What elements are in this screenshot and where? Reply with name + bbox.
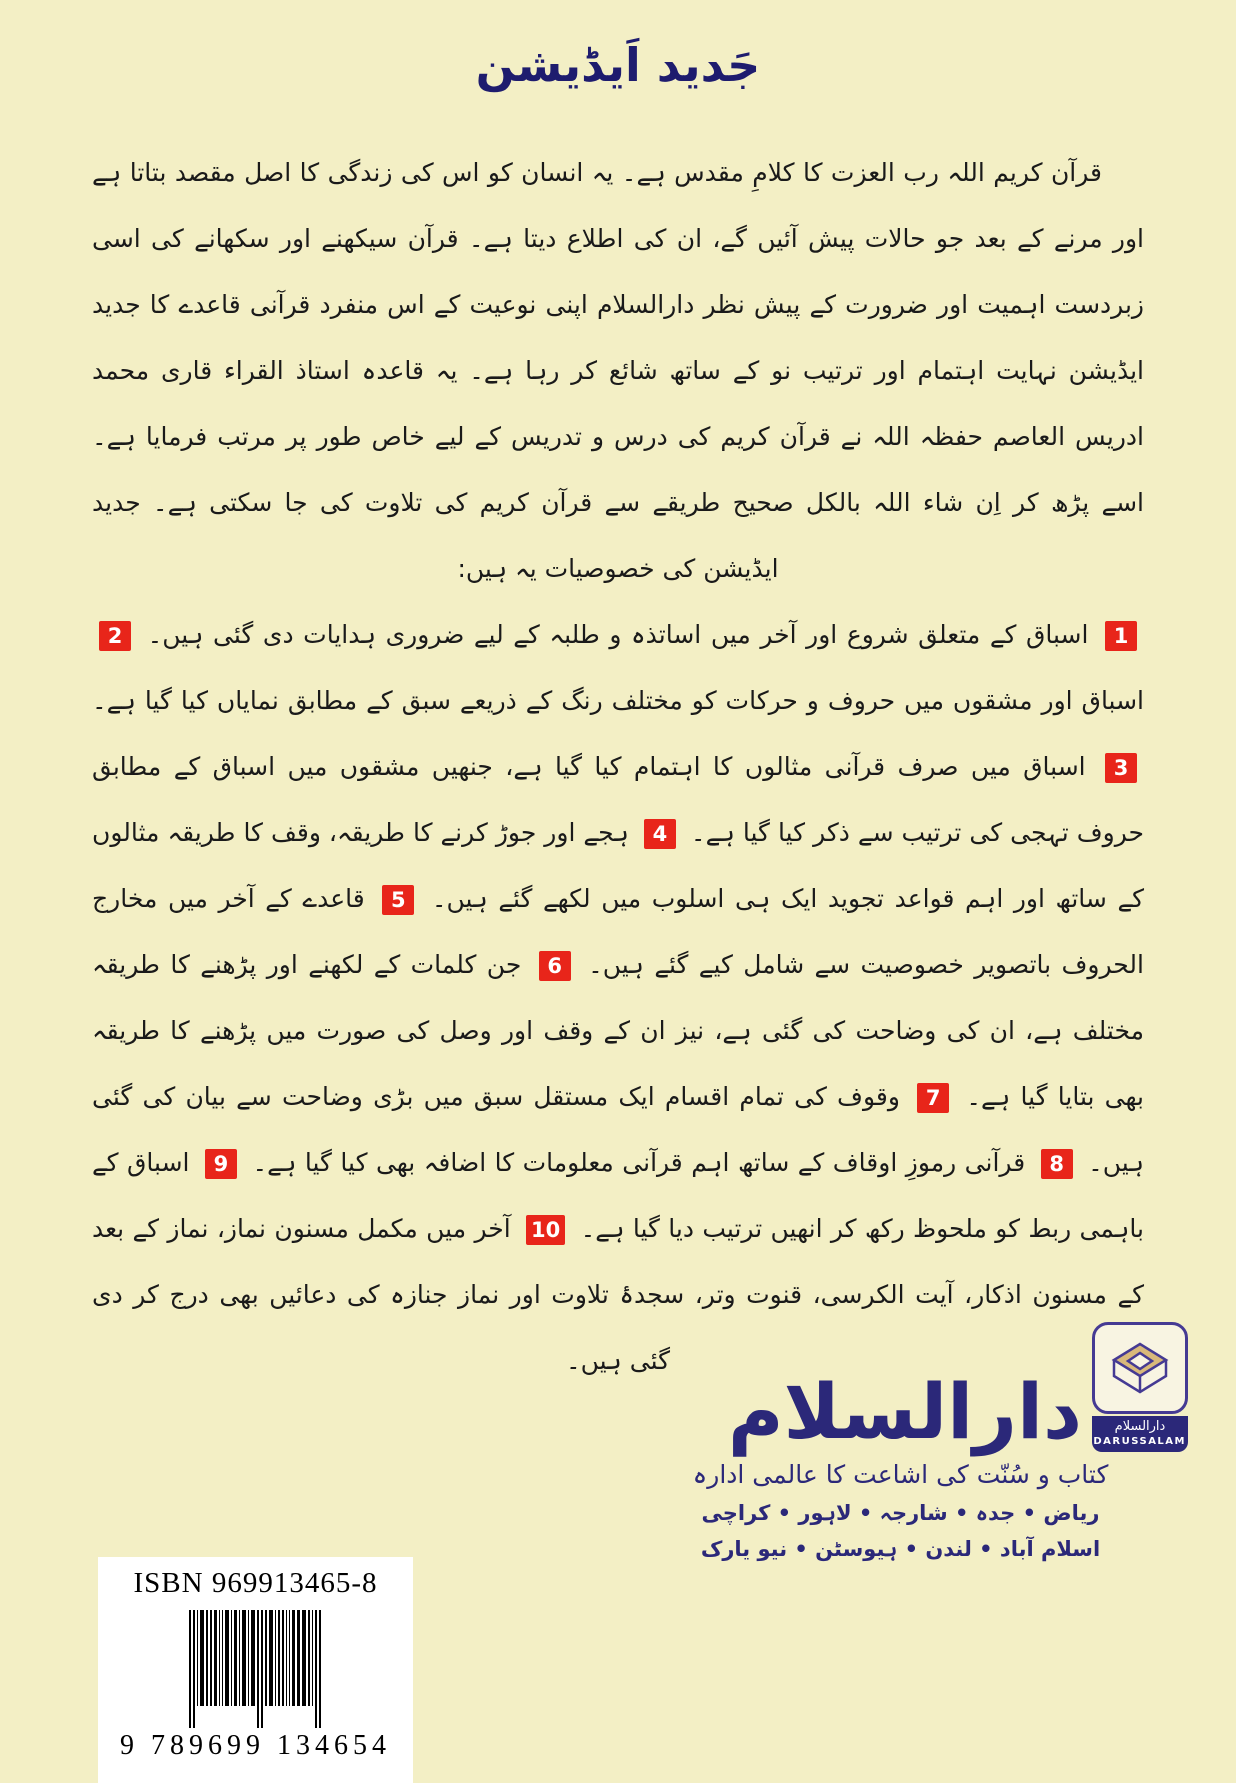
feature-number-badge: 8 <box>1041 1149 1073 1179</box>
feature-number-badge: 6 <box>539 951 571 981</box>
publisher-logo-row <box>613 1322 1188 1457</box>
feature-number-badge: 10 <box>526 1215 565 1245</box>
feature-number-badge: 4 <box>644 819 676 849</box>
feature-number-badge: 5 <box>382 885 414 915</box>
edition-title: جَدید اَیڈیشن <box>475 38 761 92</box>
intro-paragraph: قرآن کریم اللہ رب العزت کا کلامِ مقدس ہے۔ یہ انسان کو اس کی زندگی کا اصل مقصد بتاتا ہے اور مرنے کے بعد جو حالات پیش آئیں گے، ان کی اطلاع دیتا ہے۔ قرآن سیکھنے اور سکھانے کی اسی زبردست اہمیت اور ضرورت کے پیش نظر دارالسلام اپنی نوعیت کے اس منفرد قرآنی قاعدے کا جدید ایڈیشن نہایت اہتمام اور ترتیب نو کے ساتھ شائع کر رہا ہے۔ یہ قاعدہ استاذ القراء قاری محمد ادریس العاصم حفظہ اللہ نے قرآن کریم کی درس و تدریس کے لیے خاص طور پر مرتب فرمایا ہے۔ اسے پڑھ کر اِن شاء اللہ بالکل صحیح طریقے سے قرآن کریم کی تلاوت کی جا سکتی ہے۔ جدید ایڈیشن کی خصوصیات یہ ہیں: <box>92 158 1144 583</box>
publisher-cities-line1: ریاض • جدہ • شارجہ • لاہور • کراچی <box>701 1501 1100 1525</box>
features-paragraph <box>92 602 1144 1394</box>
publisher-cities-line2: اسلام آباد • لندن • ہیوسٹن • نیو یارک <box>700 1537 1101 1561</box>
feature-text: ہجے اور جوڑ کرنے کا طریقہ، وقف کا طریقہ مثالوں کے ساتھ اور اہم قواعد تجوید ایک ہی اسلوب میں لکھے گئے ہیں۔ <box>92 818 1144 913</box>
description-block <box>92 140 1144 1394</box>
feature-text: جن کلمات کے لکھنے اور پڑھنے کا طریقہ مختلف ہے، ان کی وضاحت کی گئی ہے، نیز ان کے وقف اور وصل کی صورت میں پڑھنے کا طریقہ بھی بتایا گیا ہے۔ <box>92 950 1144 1111</box>
feature-number-badge: 9 <box>205 1149 237 1179</box>
feature-text: آخر میں مکمل مسنون نماز، نماز کے بعد کے مسنون اذکار، آیت الکرسی، قنوت وتر، سجدۂ تلاوت اور نماز جنازہ کی دعائیں بھی درج کر دی گئی ہیں۔ <box>92 1214 1144 1375</box>
feature-number-badge: 7 <box>917 1083 949 1113</box>
feature-text: وقوف کی تمام اقسام ایک مستقل سبق میں بڑی وضاحت سے بیان کی گئی ہیں۔ <box>92 1082 1144 1177</box>
feature-text: اسباق کے باہمی ربط کو ملحوظ رکھ کر انھیں ترتیب دیا گیا ہے۔ <box>92 1148 1144 1243</box>
publisher-logo-strip <box>1092 1416 1188 1452</box>
barcode <box>98 1610 413 1728</box>
publisher-name-latin: DARUSSALAM <box>1093 1436 1186 1447</box>
feature-number-badge: 2 <box>99 621 131 651</box>
publisher-name-calligraphy: دارالسلام <box>727 1367 1082 1457</box>
publisher-name-urdu-small: دارالسلام <box>1114 1419 1166 1434</box>
isbn-barcode-box <box>98 1557 413 1783</box>
feature-text: اسباق میں صرف قرآنی مثالوں کا اہتمام کیا گیا ہے، جنھیں مشقوں میں اسباق کے مطابق حروف تہجی کی ترتیب سے ذکر کیا گیا ہے۔ <box>92 752 1144 847</box>
feature-text: قرآنی رموزِ اوقاف کے ساتھ اہم قرآنی معلومات کا اضافہ بھی کیا گیا ہے۔ <box>243 1148 1034 1177</box>
feature-text: اسباق اور مشقوں میں حروف و حرکات کو مختلف رنگ کے ذریعے سبق کے مطابق نمایاں کیا گیا ہے۔ <box>92 686 1144 715</box>
isbn-label: ISBN 969913465-8 <box>133 1567 378 1599</box>
feature-text: اسباق کے متعلق شروع اور آخر میں اساتذہ و طلبہ کے لیے ضروری ہدایات دی گئی ہیں۔ <box>138 620 1098 649</box>
feature-text: قاعدے کے آخر میں مخارج الحروف باتصویر خصوصیت سے شامل کیے گئے ہیں۔ <box>92 884 1144 979</box>
isbn-number: 9 789699 134654 <box>120 1730 391 1761</box>
darussalam-logo <box>1092 1322 1188 1452</box>
feature-number-badge: 1 <box>1105 621 1137 651</box>
publisher-tagline: کتاب و سُنّت کی اشاعت کا عالمی ادارہ <box>692 1460 1109 1489</box>
quran-book-icon <box>1092 1322 1188 1414</box>
feature-number-badge: 3 <box>1105 753 1137 783</box>
publisher-block <box>613 1322 1188 1561</box>
